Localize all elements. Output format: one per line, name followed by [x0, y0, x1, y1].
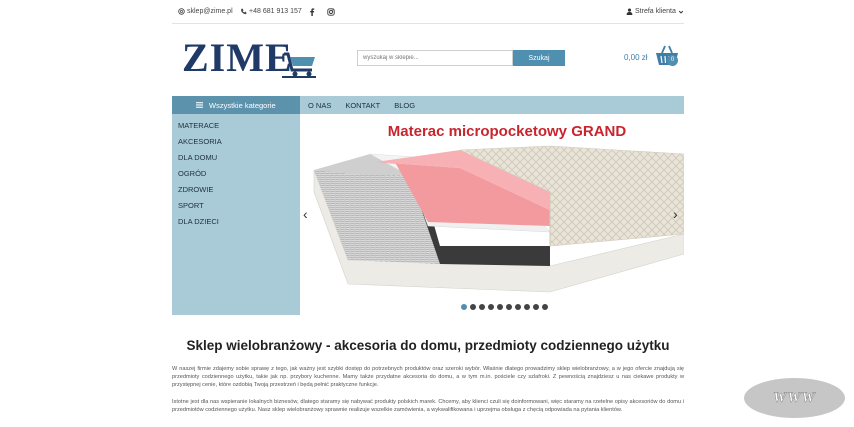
category-accessories[interactable]: AKCESORIA	[178, 137, 222, 146]
category-mattresses[interactable]: MATERACE	[178, 121, 220, 130]
slider-dot[interactable]	[479, 304, 485, 310]
logo-text: ZIME	[182, 35, 293, 80]
category-kids[interactable]: DLA DZIECI	[178, 217, 219, 226]
mattress-image	[300, 114, 684, 315]
logo-cart-icon	[282, 44, 318, 78]
basket-icon[interactable]	[653, 44, 681, 68]
facebook-icon	[309, 8, 315, 16]
facebook-link[interactable]	[309, 8, 315, 16]
intro-paragraph: W naszej firmie zdajemy sobie sprawę z tego, jak ważny jest szybki dostęp do potrzebnych produktów oraz szeroki wybór. Właśnie dlatego prowadzimy sklep wielobranżowy, a w jego ofercie znajdują się przedmioty codziennego użytku, takie jak np. przybory kuchenne. Mamy także przydatne akcesoria do domu, a w tym m.in. pościele czy szlafroki. Z pewnością znajdziesz u nas ciekawe produkty w przystępnej cenie, które ozdobią Twoją przestrzeń i będą pełnić praktyczne funkcje.	[172, 366, 684, 389]
category-garden[interactable]: OGRÓD	[178, 169, 207, 178]
all-categories-label: Wszystkie kategorie	[209, 100, 276, 110]
slider-pagination	[300, 304, 684, 310]
slider-dot[interactable]	[542, 304, 548, 310]
page-heading: Sklep wielobranżowy - akcesoria do domu, przedmioty codziennego użytku	[186, 338, 670, 353]
phone-icon	[240, 8, 247, 15]
account-label: Strefa klienta	[635, 8, 676, 15]
email-icon	[178, 8, 185, 15]
user-icon	[626, 8, 633, 15]
nav-link-contact[interactable]: KONTAKT	[345, 100, 381, 110]
slider-dot[interactable]	[470, 304, 476, 310]
phone-link[interactable]	[240, 8, 302, 15]
search-input[interactable]	[357, 50, 513, 66]
slide-title: Materac micropocketowy GRAND	[387, 123, 627, 140]
cart-count-badge: 0	[667, 55, 678, 66]
category-home[interactable]: DLA DOMU	[178, 153, 218, 162]
slider-dot[interactable]	[497, 304, 503, 310]
slider-dot[interactable]	[533, 304, 539, 310]
top-bar	[172, 0, 684, 24]
local-business-paragraph: Istotne jest dla nas wspieranie lokalnych biznesów, dlatego staramy się nabywać produkty polskich marek. Chcemy, aby klienci czuli się doinformowani, więc staramy na rzetelne opisy akcesoriów do domu i przedmiotów codziennego użytku. Nasz sklep wielobranżowy sprawnie realizuje wszelkie zamówienia, a wykwalifikowana i uprzejma obsługa z chęcią odpowiada na pytania klientów.	[172, 399, 684, 414]
email-text: sklep@zime.pl	[187, 8, 233, 15]
search-form	[357, 50, 565, 66]
phone-text: +48 681 913 157	[249, 8, 302, 15]
www-badge[interactable]	[744, 378, 845, 418]
search-button[interactable]: Szukaj	[513, 50, 565, 66]
hero-slider	[300, 114, 684, 315]
category-sport[interactable]: SPORT	[178, 201, 204, 210]
nav-link-about[interactable]: O NAS	[308, 100, 332, 110]
slider-prev-button[interactable]: ‹	[303, 206, 308, 222]
slider-dot[interactable]	[461, 304, 467, 310]
main-navigation	[172, 96, 684, 114]
cart-total[interactable]: 0,00 zł	[624, 53, 648, 62]
slider-dot[interactable]	[524, 304, 530, 310]
slider-dot[interactable]	[515, 304, 521, 310]
instagram-link[interactable]	[327, 8, 335, 16]
nav-link-blog[interactable]: BLOG	[394, 100, 416, 110]
instagram-icon	[327, 8, 335, 16]
slider-dot[interactable]	[488, 304, 494, 310]
account-menu[interactable]	[626, 8, 684, 15]
slider-dot[interactable]	[506, 304, 512, 310]
slider-next-button[interactable]: ›	[673, 206, 678, 222]
category-health[interactable]: ZDROWIE	[178, 185, 214, 194]
site-logo[interactable]	[182, 35, 318, 80]
email-link[interactable]	[178, 8, 233, 15]
all-categories-button[interactable]	[172, 96, 300, 114]
www-badge-text: WWW	[772, 389, 816, 406]
category-sidebar	[172, 114, 300, 315]
chevron-down-icon	[678, 9, 684, 15]
hamburger-icon	[196, 102, 203, 108]
